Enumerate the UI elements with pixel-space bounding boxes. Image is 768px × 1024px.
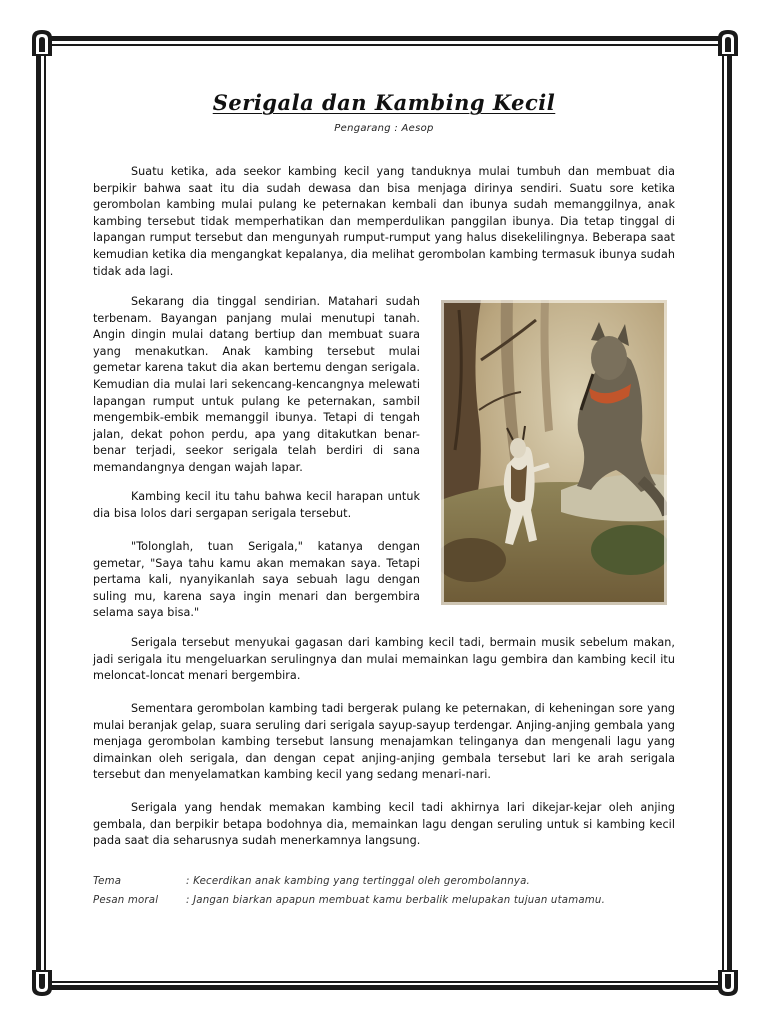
paragraph-1: Suatu ketika, ada seekor kambing kecil yang tanduknya mulai tumbuh dan membuat dia berpikir bahwa saat itu dia sudah dewasa dan bisa menjaga dirinya sendiri. Suatu sore ketika gerombolan kambing mulai pulang ke peternakan kembali dan ibunya sudah memanggilnya, anak kambing tersebut tidak memperhatikan dan memperdulikan panggilan ibunya. Dia tetap tinggal di lapangan rumput tersebut dan mengunyah rumput-rumput yang halus disekelilingnya. Beberapa saat kemudian ketika dia mengangkat kepalanya, dia melihat gerombolan kambing termasuk ibunya sudah tidak ada lagi. [93, 165, 675, 278]
wolf-and-goat-illustration [441, 300, 667, 605]
corner-ornament-bottom-left [30, 970, 54, 998]
paragraph-3: Kambing kecil itu tahu bahwa kecil harapan untuk dia bisa lolos dari sergapan serigala tersebut. [93, 490, 420, 520]
corner-ornament-bottom-right [716, 970, 740, 998]
paragraph-4: "Tolonglah, tuan Serigala," katanya dengan gemetar, "Saya tahu kamu akan memakan saya. Tetapi pertama kali, nyanyikanlah saya sebuah lagu dengan suling mu, karena saya ingin menari dan bergembira selama saya bisa." [93, 540, 420, 620]
tema-label: Tema [93, 876, 122, 887]
paragraph-5: Serigala tersebut menyukai gagasan dari kambing kecil tadi, bermain musik sebelum makan, jadi serigala itu mengeluarkan serulingnya dan mulai memainkan lagu gembira dan kambing kecil itu meloncat-loncat menari bergembira. [93, 636, 675, 683]
story-title: Serigala dan Kambing Kecil [212, 90, 556, 115]
paragraph-2: Sekarang dia tinggal sendirian. Matahari sudah terbenam. Bayangan panjang mulai menutupi tanah. Angin dingin mulai datang bertiup dan membuat suara yang menakutkan. Anak kambing tersebut mulai gemetar karena takut dia akan bertemu dengan serigala. Kemudian dia mulai lari sekencang-kencangnya melewati lapangan rumput untuk pulang ke peternakan, sambil mengembik-embik memanggil ibunya. Tetapi di tengah jalan, dekat pohon perdu, apa yang ditakutkan benar-benar terjadi, seekor serigala telah berdiri di sana memandangnya dengan wajah lapar. [93, 295, 420, 474]
corner-ornament-top-left [30, 28, 54, 56]
pesan-moral-label: Pesan moral [93, 895, 159, 906]
story-author: Pengarang : Aesop [334, 123, 434, 134]
corner-ornament-top-right [716, 28, 740, 56]
tema-value: : Kecerdikan anak kambing yang tertinggal oleh gerombolannya. [186, 876, 530, 887]
pesan-moral-value: : Jangan biarkan apapun membuat kamu berbalik melupakan tujuan utamamu. [186, 895, 606, 906]
paragraph-7: Serigala yang hendak memakan kambing kecil tadi akhirnya lari dikejar-kejar oleh anjing gembala, dan berpikir betapa bodohnya dia, memainkan lagu dengan seruling untuk si kambing kecil pada saat dia seharusnya sudah menerkamnya langsung. [93, 801, 675, 848]
paragraph-6: Sementara gerombolan kambing tadi bergerak pulang ke peternakan, di keheningan sore yang mulai beranjak gelap, suara seruling dari serigala sayup-sayup terdengar. Anjing-anjing gembala yang menjaga gerombolan kambing tersebut lansung menajamkan telinganya dan mengenali lagu yang dimainkan oleh serigala, dan dengan cepat anjing-anjing gembala tersebut lari ke arah serigala tersebut dan menyelamatkan kambing kecil yang sedang menari-nari. [93, 702, 675, 782]
